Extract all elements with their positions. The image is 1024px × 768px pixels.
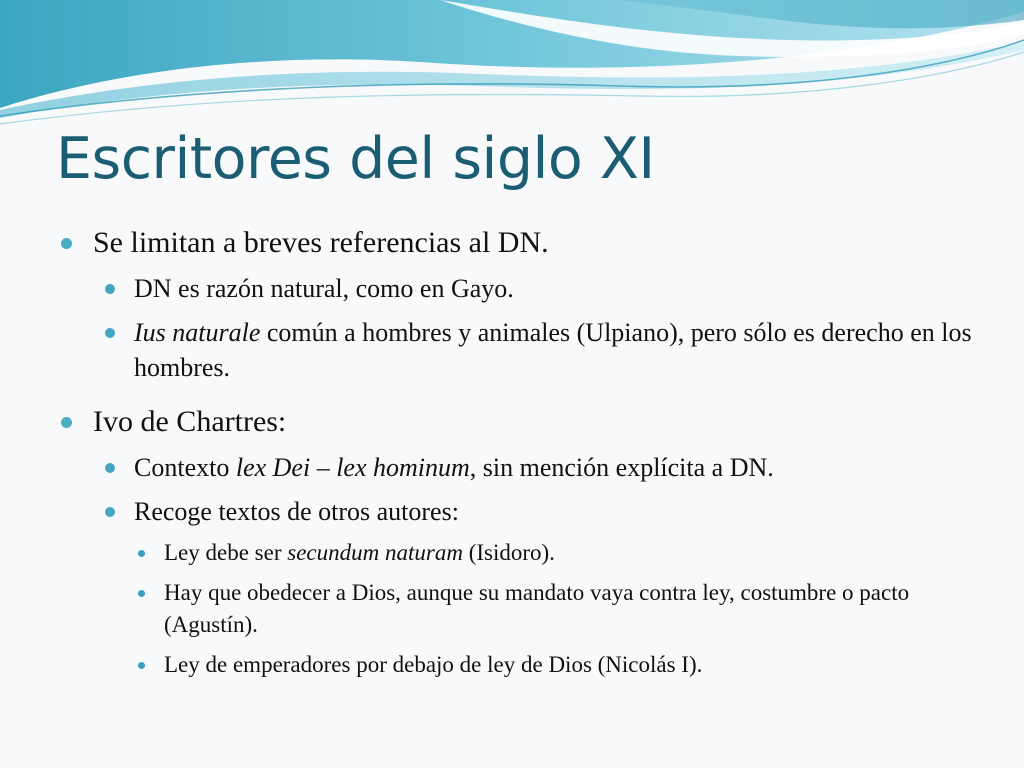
bullet-dot-icon	[105, 284, 115, 294]
bullet-level2-item	[101, 450, 990, 485]
bullet-dot-icon	[105, 328, 115, 338]
bullet-prefix: Contexto	[134, 453, 236, 482]
bullet-level2-item	[101, 494, 990, 529]
bullet-level3-item	[134, 537, 990, 569]
bullet-dot-icon	[105, 463, 115, 473]
bullet-level2-item	[101, 271, 990, 306]
bullet-text: DN es razón natural, como en Gayo.	[134, 274, 514, 303]
bullet-level1-item	[60, 224, 990, 262]
bullet-dot-icon	[138, 550, 145, 557]
bullet-prefix: Ley debe ser	[164, 540, 288, 565]
bullet-dot-icon	[61, 417, 72, 428]
slide-title: Escritores del siglo XI	[56, 126, 655, 192]
bullet-text: (Isidoro).	[462, 540, 555, 565]
bullet-level3-item	[134, 577, 990, 641]
bullet-text: Ivo de Chartres:	[93, 405, 287, 438]
bullet-dot-icon	[61, 238, 72, 249]
bullet-text: Ley de emperadores por debajo de ley de Dios (Nicolás I).	[164, 652, 703, 677]
header-wave-banner	[0, 0, 1024, 130]
bullet-italic-term: lex Dei – lex hominum	[235, 453, 470, 482]
bullet-text: Se limitan a breves referencias al DN.	[93, 226, 549, 259]
bullet-dot-icon	[138, 662, 145, 669]
bullet-italic-term: secundum naturam	[287, 540, 463, 565]
bullet-text: Recoge textos de otros autores:	[134, 497, 459, 526]
bullet-italic-term: Ius naturale	[134, 318, 261, 347]
bullet-text: , sin mención explícita a DN.	[469, 453, 774, 482]
bullet-level2-item	[101, 315, 990, 385]
bullet-list	[60, 224, 990, 681]
bullet-dot-icon	[138, 590, 145, 597]
bullet-level3-item	[134, 649, 990, 681]
bullet-text: Hay que obedecer a Dios, aunque su mandato vaya contra ley, costumbre o pacto (Agustín).	[164, 580, 910, 637]
bullet-text: común a hombres y animales (Ulpiano), pero sólo es derecho en los hombres.	[134, 318, 972, 382]
bullet-level1-item	[60, 403, 990, 441]
bullet-dot-icon	[105, 507, 115, 517]
